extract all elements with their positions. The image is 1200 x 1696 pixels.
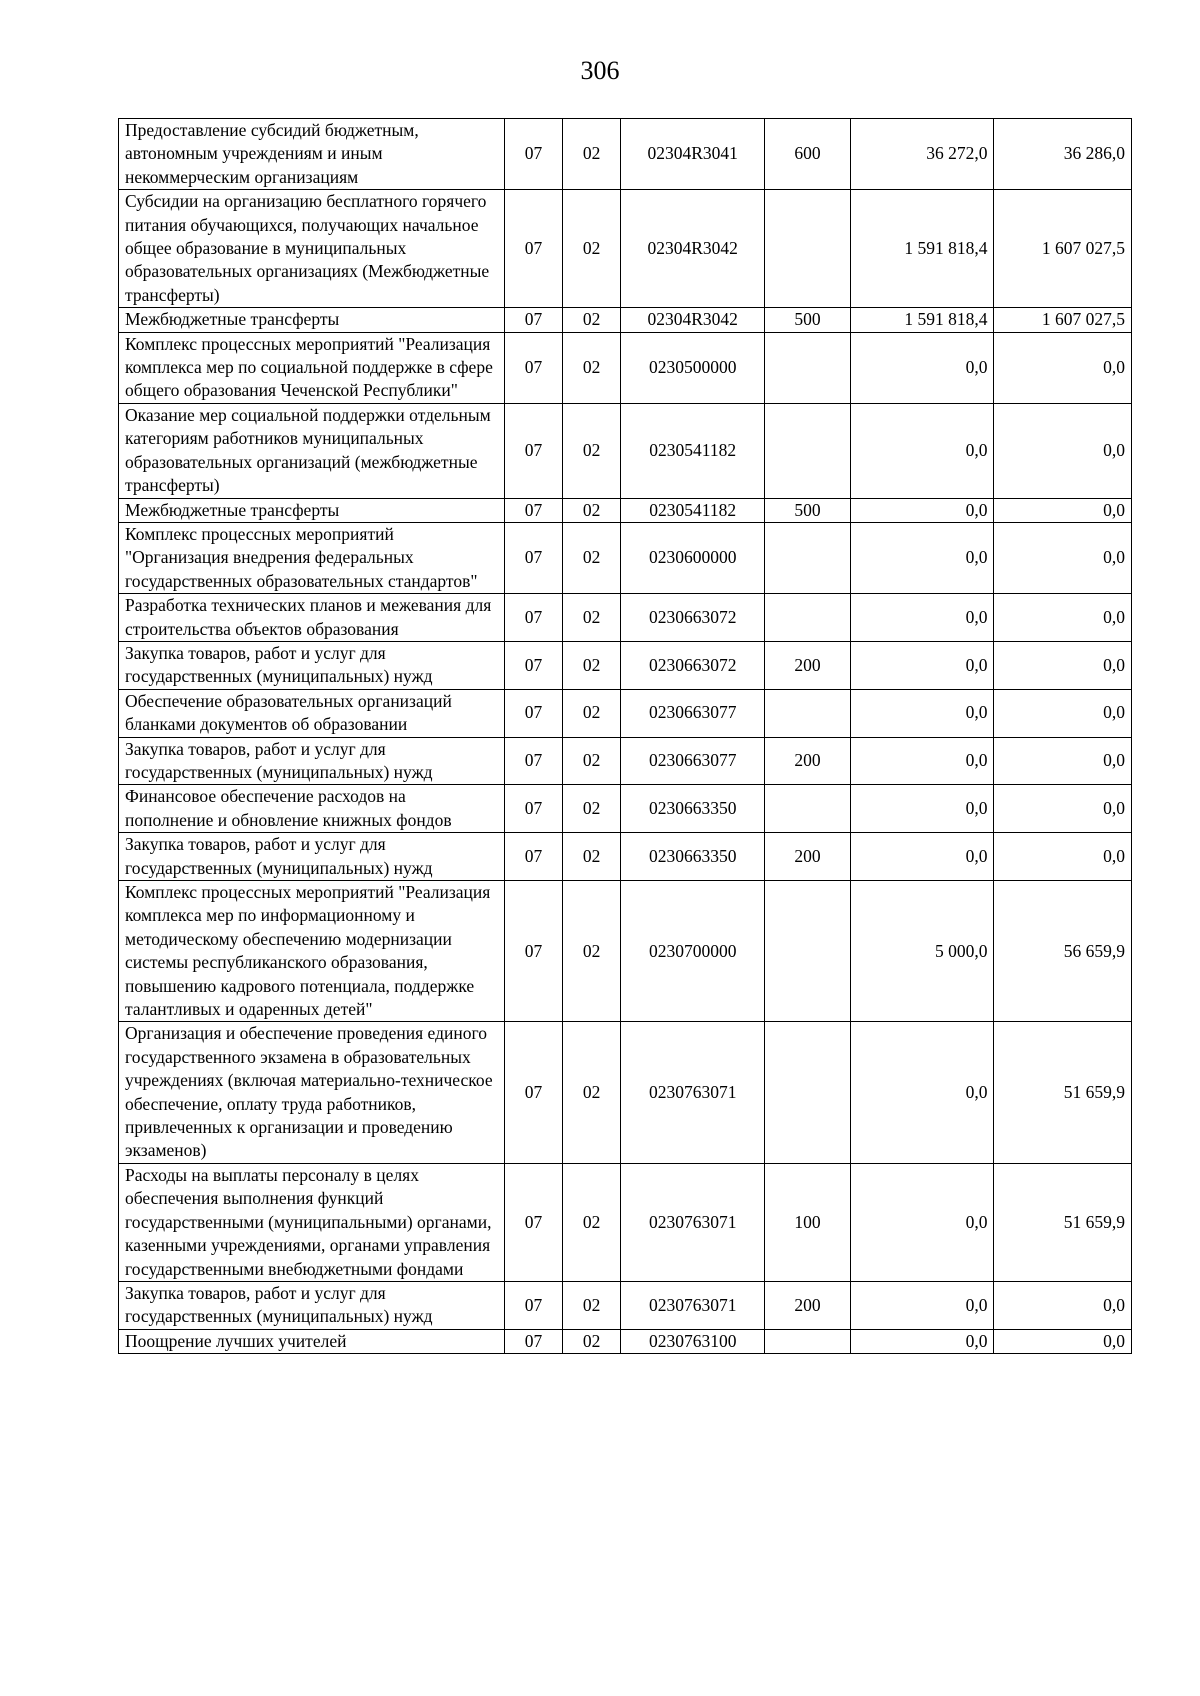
row-section-text: 07 [524,750,543,771]
row-value1-text: 36 272,0 [926,143,988,164]
row-type-text: 200 [794,750,821,771]
row-code-text: 0230500000 [648,357,737,378]
table-row [119,1281,1132,1329]
row-value1-cell [850,190,994,308]
row-value1-text: 1 591 818,4 [904,309,988,330]
row-name-cell [119,1281,505,1329]
row-code-cell [621,594,765,642]
row-name-text: Расходы на выплаты персоналу в целях обеспечения выполнения функций государственными (муниципальными) органами, казенными учреждениями, органами управления государственными внебюджетными фондами [125,1164,492,1279]
row-name-text: Поощрение лучших учителей [125,1330,347,1351]
row-code-text: 02304R3042 [647,238,738,259]
row-subsection-text: 02 [582,143,601,164]
row-code-text: 0230763071 [648,1081,737,1102]
row-code-cell [621,403,765,498]
row-code-text: 0230763100 [648,1330,737,1351]
row-value2-cell [994,1329,1132,1353]
table-row [119,403,1132,498]
budget-table-body [119,119,1132,1354]
row-value2-cell [994,190,1132,308]
row-section-text: 07 [524,357,543,378]
table-row [119,498,1132,522]
table-row [119,785,1132,833]
row-section-text: 07 [524,143,543,164]
row-code-cell [621,737,765,785]
row-subsection-text: 02 [582,499,601,520]
row-value2-text: 0,0 [1103,606,1125,627]
row-subsection-text: 02 [582,702,601,723]
row-subsection-text: 02 [582,1081,601,1102]
row-type-text: 100 [794,1211,821,1232]
row-subsection-cell [562,785,621,833]
row-subsection-cell [562,881,621,1022]
row-code-cell [621,522,765,593]
row-value2-cell [994,1022,1132,1163]
row-value1-cell [850,594,994,642]
row-value1-cell [850,785,994,833]
row-section-text: 07 [524,499,543,520]
table-row [119,594,1132,642]
row-value1-text: 0,0 [965,357,988,378]
row-section-text: 07 [524,798,543,819]
row-value1-cell [850,1022,994,1163]
table-row [119,1163,1132,1281]
row-name-cell [119,641,505,689]
row-value1-text: 1 591 818,4 [904,238,988,259]
row-section-cell [505,641,563,689]
row-value2-cell [994,737,1132,785]
row-value2-text: 51 659,9 [1063,1211,1125,1232]
row-code-text: 0230663077 [648,702,737,723]
row-section-cell [505,881,563,1022]
row-type-cell [764,522,850,593]
row-subsection-cell [562,403,621,498]
row-subsection-cell [562,641,621,689]
row-name-text: Закупка товаров, работ и услуг для государственных (муниципальных) нужд [125,738,433,782]
budget-table [118,118,1132,1354]
row-value1-cell [850,737,994,785]
row-code-text: 02304R3042 [647,309,738,330]
row-name-text: Закупка товаров, работ и услуг для государственных (муниципальных) нужд [125,642,433,687]
row-section-cell [505,689,563,737]
row-code-text: 0230663072 [648,606,737,627]
row-name-cell [119,689,505,737]
row-code-text: 0230663350 [648,798,737,819]
row-value2-cell [994,498,1132,522]
row-value2-text: 0,0 [1103,654,1125,675]
table-row [119,332,1132,403]
row-subsection-text: 02 [582,606,601,627]
row-section-text: 07 [524,940,543,961]
row-type-cell [764,332,850,403]
row-type-cell [764,308,850,332]
row-value1-text: 0,0 [965,702,988,723]
row-value2-cell [994,1163,1132,1281]
row-section-cell [505,737,563,785]
row-type-cell [764,498,850,522]
row-code-text: 0230541182 [649,439,737,460]
row-value1-cell [850,1163,994,1281]
row-name-text: Межбюджетные трансферты [125,309,340,330]
row-value2-text: 1 607 027,5 [1041,309,1125,330]
row-code-text: 0230763071 [648,1294,737,1315]
row-value1-text: 0,0 [965,547,988,568]
table-row [119,522,1132,593]
row-subsection-cell [562,833,621,881]
row-type-cell [764,1281,850,1329]
row-value2-cell [994,833,1132,881]
row-section-text: 07 [524,547,543,568]
row-code-cell [621,332,765,403]
table-row [119,641,1132,689]
row-code-cell [621,689,765,737]
row-name-text: Закупка товаров, работ и услуг для государственных (муниципальных) нужд [125,1282,433,1327]
row-value2-cell [994,1281,1132,1329]
row-value1-text: 0,0 [965,1081,988,1102]
row-value1-text: 0,0 [965,439,988,460]
row-value2-text: 0,0 [1103,1294,1125,1315]
row-value2-cell [994,641,1132,689]
row-name-text: Субсидии на организацию бесплатного горячего питания обучающихся, получающих начальное общее образование в муниципальных образовательных организациях (Межбюджетные трансферты) [125,191,490,305]
row-value2-cell [994,881,1132,1022]
row-type-cell [764,785,850,833]
row-value2-text: 0,0 [1103,499,1125,520]
row-name-text: Предоставление субсидий бюджетным, автономным учреждениям и иным некоммерческим организациям [125,120,419,187]
row-name-text: Финансовое обеспечение расходов на пополнение и обновление книжных фондов [125,786,452,830]
row-subsection-text: 02 [582,845,601,866]
row-code-cell [621,785,765,833]
row-subsection-cell [562,498,621,522]
row-value1-cell [850,403,994,498]
row-section-text: 07 [524,1211,543,1232]
row-value1-text: 5 000,0 [934,940,988,961]
table-row [119,1329,1132,1353]
row-section-text: 07 [524,1081,543,1102]
row-value1-text: 0,0 [965,845,988,866]
row-subsection-text: 02 [582,654,601,675]
row-value2-cell [994,119,1132,190]
row-subsection-cell [562,190,621,308]
row-subsection-text: 02 [582,1211,601,1232]
row-name-text: Межбюджетные трансферты [125,499,340,520]
row-section-cell [505,785,563,833]
row-code-cell [621,1163,765,1281]
row-section-text: 07 [524,1330,543,1351]
row-value1-cell [850,689,994,737]
row-type-cell [764,1022,850,1163]
row-code-cell [621,190,765,308]
row-name-cell [119,1022,505,1163]
page-number: 306 [580,56,620,85]
row-section-text: 07 [524,238,543,259]
row-value2-cell [994,689,1132,737]
row-value2-cell [994,332,1132,403]
row-name-cell [119,737,505,785]
row-value2-text: 0,0 [1103,1330,1125,1351]
row-name-cell [119,1163,505,1281]
row-value1-text: 0,0 [965,1330,988,1351]
row-code-text: 0230763071 [648,1211,737,1232]
row-code-cell [621,1329,765,1353]
row-code-cell [621,881,765,1022]
row-value2-cell [994,785,1132,833]
row-value1-text: 0,0 [965,750,988,771]
row-section-cell [505,498,563,522]
row-type-cell [764,594,850,642]
row-name-cell [119,594,505,642]
row-value2-text: 0,0 [1103,357,1125,378]
row-code-text: 0230541182 [649,499,737,520]
row-value1-cell [850,1281,994,1329]
row-type-cell [764,641,850,689]
row-name-cell [119,498,505,522]
table-row [119,308,1132,332]
table-row [119,190,1132,308]
row-section-cell [505,833,563,881]
row-code-cell [621,498,765,522]
row-code-cell [621,308,765,332]
row-name-cell [119,1329,505,1353]
row-value1-text: 0,0 [965,1294,988,1315]
row-section-cell [505,403,563,498]
row-type-cell [764,833,850,881]
row-section-text: 07 [524,309,543,330]
row-name-cell [119,119,505,190]
row-type-text: 500 [794,499,821,520]
row-type-cell [764,881,850,1022]
table-row [119,1022,1132,1163]
row-subsection-cell [562,308,621,332]
row-value2-text: 0,0 [1103,702,1125,723]
row-code-cell [621,119,765,190]
row-value1-cell [850,498,994,522]
row-type-cell [764,1163,850,1281]
row-value1-cell [850,119,994,190]
row-subsection-cell [562,1163,621,1281]
row-section-cell [505,1281,563,1329]
row-subsection-cell [562,522,621,593]
row-code-cell [621,833,765,881]
row-name-text: Обеспечение образовательных организаций бланками документов об образовании [125,690,452,735]
row-value2-text: 51 659,9 [1063,1081,1125,1102]
row-value1-text: 0,0 [965,499,988,520]
row-value1-text: 0,0 [965,606,988,627]
row-section-text: 07 [524,654,543,675]
row-name-cell [119,833,505,881]
row-type-text: 200 [794,845,821,866]
row-type-cell [764,403,850,498]
row-name-cell [119,881,505,1022]
row-section-cell [505,594,563,642]
row-value2-cell [994,308,1132,332]
row-subsection-cell [562,1022,621,1163]
table-row [119,689,1132,737]
row-type-cell [764,737,850,785]
row-name-text: Закупка товаров, работ и услуг для государственных (муниципальных) нужд [125,834,433,878]
row-name-cell [119,332,505,403]
row-value1-text: 0,0 [965,1211,988,1232]
row-section-cell [505,522,563,593]
row-value2-text: 56 659,9 [1063,940,1125,961]
row-value2-text: 0,0 [1103,750,1125,771]
row-section-cell [505,332,563,403]
row-value2-text: 36 286,0 [1063,143,1125,164]
row-section-cell [505,308,563,332]
row-name-cell [119,785,505,833]
row-subsection-text: 02 [582,1294,601,1315]
row-section-cell [505,1163,563,1281]
row-name-text: Комплекс процессных мероприятий "Реализация комплекса мер по социальной поддержке в сфере общего образования Чеченской Республики" [125,333,493,401]
row-subsection-text: 02 [582,940,601,961]
row-subsection-text: 02 [582,238,601,259]
row-value1-cell [850,522,994,593]
row-subsection-text: 02 [582,357,601,378]
row-section-text: 07 [524,845,543,866]
row-subsection-cell [562,119,621,190]
row-value1-cell [850,332,994,403]
row-value2-cell [994,403,1132,498]
row-value2-cell [994,594,1132,642]
row-section-text: 07 [524,1294,543,1315]
row-value1-cell [850,833,994,881]
row-type-text: 200 [794,1294,821,1315]
row-value2-text: 0,0 [1103,845,1125,866]
row-name-cell [119,190,505,308]
row-section-cell [505,190,563,308]
row-subsection-text: 02 [582,547,601,568]
table-row [119,737,1132,785]
row-value1-cell [850,308,994,332]
row-subsection-cell [562,737,621,785]
row-value1-text: 0,0 [965,798,988,819]
row-name-cell [119,403,505,498]
row-subsection-cell [562,332,621,403]
row-code-text: 02304R3041 [647,143,738,164]
row-type-cell [764,119,850,190]
row-section-text: 07 [524,606,543,627]
row-name-text: Оказание мер социальной поддержки отдельным категориям работников муниципальных образовательных организаций (межбюджетные трансферты) [125,404,491,496]
row-name-text: Комплекс процессных мероприятий "Реализация комплекса мер по информационному и методическому обеспечению модернизации системы республиканского образования, повышению кадрового потенциала, поддержке талантливых и одаренных детей" [125,882,491,1020]
row-value1-cell [850,641,994,689]
row-code-cell [621,1022,765,1163]
row-type-text: 500 [794,309,821,330]
row-subsection-text: 02 [582,750,601,771]
row-code-text: 0230700000 [648,940,737,961]
row-subsection-cell [562,594,621,642]
row-type-text: 600 [794,143,821,164]
row-value2-text: 0,0 [1103,547,1125,568]
row-type-cell [764,1329,850,1353]
row-value2-text: 0,0 [1103,798,1125,819]
row-code-text: 0230600000 [648,547,737,568]
table-row [119,881,1132,1022]
row-section-text: 07 [524,439,543,460]
row-subsection-text: 02 [582,1330,601,1351]
row-section-cell [505,119,563,190]
row-name-text: Комплекс процессных мероприятий "Организация внедрения федеральных государственных образовательных стандартов" [125,523,478,591]
row-section-cell [505,1329,563,1353]
row-subsection-cell [562,1329,621,1353]
row-name-cell [119,522,505,593]
table-row [119,119,1132,190]
row-value1-cell [850,1329,994,1353]
row-subsection-text: 02 [582,309,601,330]
row-subsection-text: 02 [582,798,601,819]
row-type-cell [764,689,850,737]
table-row [119,833,1132,881]
row-type-text: 200 [794,654,821,675]
row-value1-text: 0,0 [965,654,988,675]
row-value2-cell [994,522,1132,593]
row-code-cell [621,641,765,689]
row-value2-text: 1 607 027,5 [1041,238,1125,259]
row-subsection-cell [562,1281,621,1329]
row-subsection-text: 02 [582,439,601,460]
row-code-cell [621,1281,765,1329]
row-name-text: Разработка технических планов и межевания для строительства объектов образования [125,595,492,639]
row-type-cell [764,190,850,308]
row-name-text: Организация и обеспечение проведения единого государственного экзамена в образовательных учреждениях (включая материально-техническое обеспечение, оплату труда работников, привлеченных к организации и проведению экзаменов) [125,1023,493,1161]
row-section-text: 07 [524,702,543,723]
row-code-text: 0230663077 [648,750,737,771]
row-value2-text: 0,0 [1103,439,1125,460]
row-section-cell [505,1022,563,1163]
row-code-text: 0230663072 [648,654,737,675]
row-code-text: 0230663350 [648,845,737,866]
row-name-cell [119,308,505,332]
row-value1-cell [850,881,994,1022]
row-subsection-cell [562,689,621,737]
